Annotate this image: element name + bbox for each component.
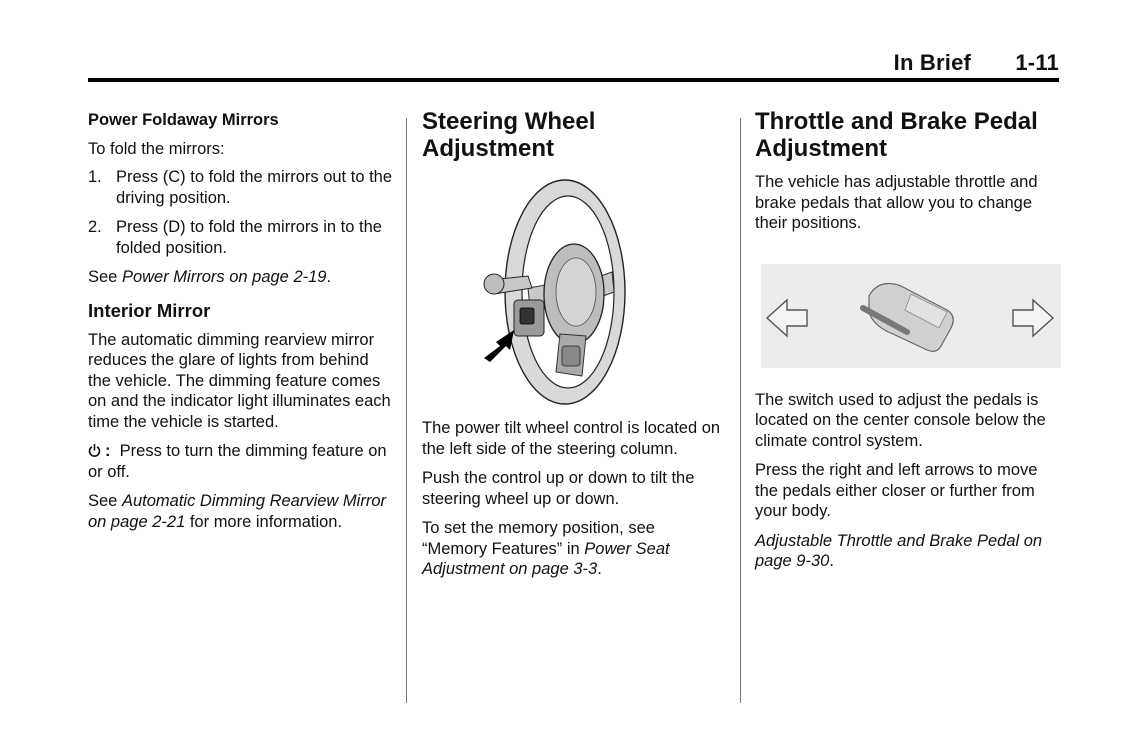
switch-location: The switch used to adjust the pedals is located on the center console below the climate control system. (755, 390, 1046, 450)
steering-wheel-illustration (470, 176, 630, 418)
interior-mirror-heading: Interior Mirror (88, 299, 211, 321)
see-suffix: . (326, 268, 332, 286)
list-item (88, 217, 393, 258)
pedal-intro: The vehicle has adjustable throttle and brake pedals that allow you to change their positions. (755, 173, 1038, 232)
memory-position-note (422, 518, 722, 580)
step-text: Press (D) to fold the mirrors in to the folded position. (116, 218, 382, 257)
see-prefix: See (88, 492, 122, 510)
see-dimming-mirror (88, 491, 393, 532)
section-title: In Brief (893, 50, 972, 75)
column-2 (422, 100, 722, 580)
fold-steps-list (88, 167, 393, 258)
column-divider-2 (740, 118, 741, 703)
power-icon (88, 443, 101, 458)
step-number: 2. (88, 218, 102, 236)
see-suffix: . (829, 552, 834, 570)
arrows-usage: Press the right and left arrows to move the pedals either closer or further from your body. (755, 461, 1038, 520)
list-item (88, 167, 393, 208)
adjustable-pedal-link[interactable]: Adjustable Throttle and Brake Pedal on page 9-30 (755, 531, 1043, 570)
see-power-mirrors (88, 267, 393, 288)
steering-wheel-heading: Steering Wheel Adjustment (422, 108, 596, 162)
step-number: 1. (88, 168, 102, 186)
see-adjustable-pedal (755, 531, 1060, 572)
memory-suffix: . (597, 560, 602, 578)
see-prefix: See (88, 268, 122, 286)
see-suffix: for more information. (185, 512, 343, 531)
power-button-description (88, 441, 393, 482)
pedal-adjustment-heading: Throttle and Brake Pedal Adjustment (755, 108, 1038, 162)
header-rule (88, 78, 1059, 82)
power-seat-link[interactable]: Power Seat Adjustment on page 3-3 (422, 539, 670, 578)
column-divider-1 (406, 118, 407, 703)
step-text: Press (C) to fold the mirrors out to the driving position. (116, 168, 393, 207)
power-text: Press to turn the dimming feature on or off. (88, 442, 387, 481)
pedal-switch-illustration (761, 264, 1061, 368)
power-mirrors-link[interactable]: Power Mirrors on page 2-19 (121, 268, 327, 286)
page-number: 1-11 (1015, 50, 1059, 75)
tilt-control-location: The power tilt wheel control is located on the left side of the steering column. (422, 419, 721, 458)
tilt-control-usage: Push the control up or down to tilt the steering wheel up or down. (422, 469, 695, 508)
memory-prefix: To set the memory position, see “Memory Features” in (422, 519, 655, 558)
column-1 (88, 100, 393, 532)
power-foldaway-mirrors-heading: Power Foldaway Mirrors (88, 111, 279, 129)
dimming-mirror-link[interactable]: Automatic Dimming Rearview Mirror on page 2-21 (88, 492, 387, 531)
interior-mirror-body: The automatic dimming rearview mirror reduces the glare of lights from behind the vehicle. The dimming feature comes on and the indicator light illuminates each time the vehicle is started. (88, 330, 391, 431)
fold-intro: To fold the mirrors: (88, 139, 225, 158)
power-colon: : (105, 442, 111, 460)
column-3 (755, 100, 1060, 572)
page-header (894, 50, 1059, 76)
